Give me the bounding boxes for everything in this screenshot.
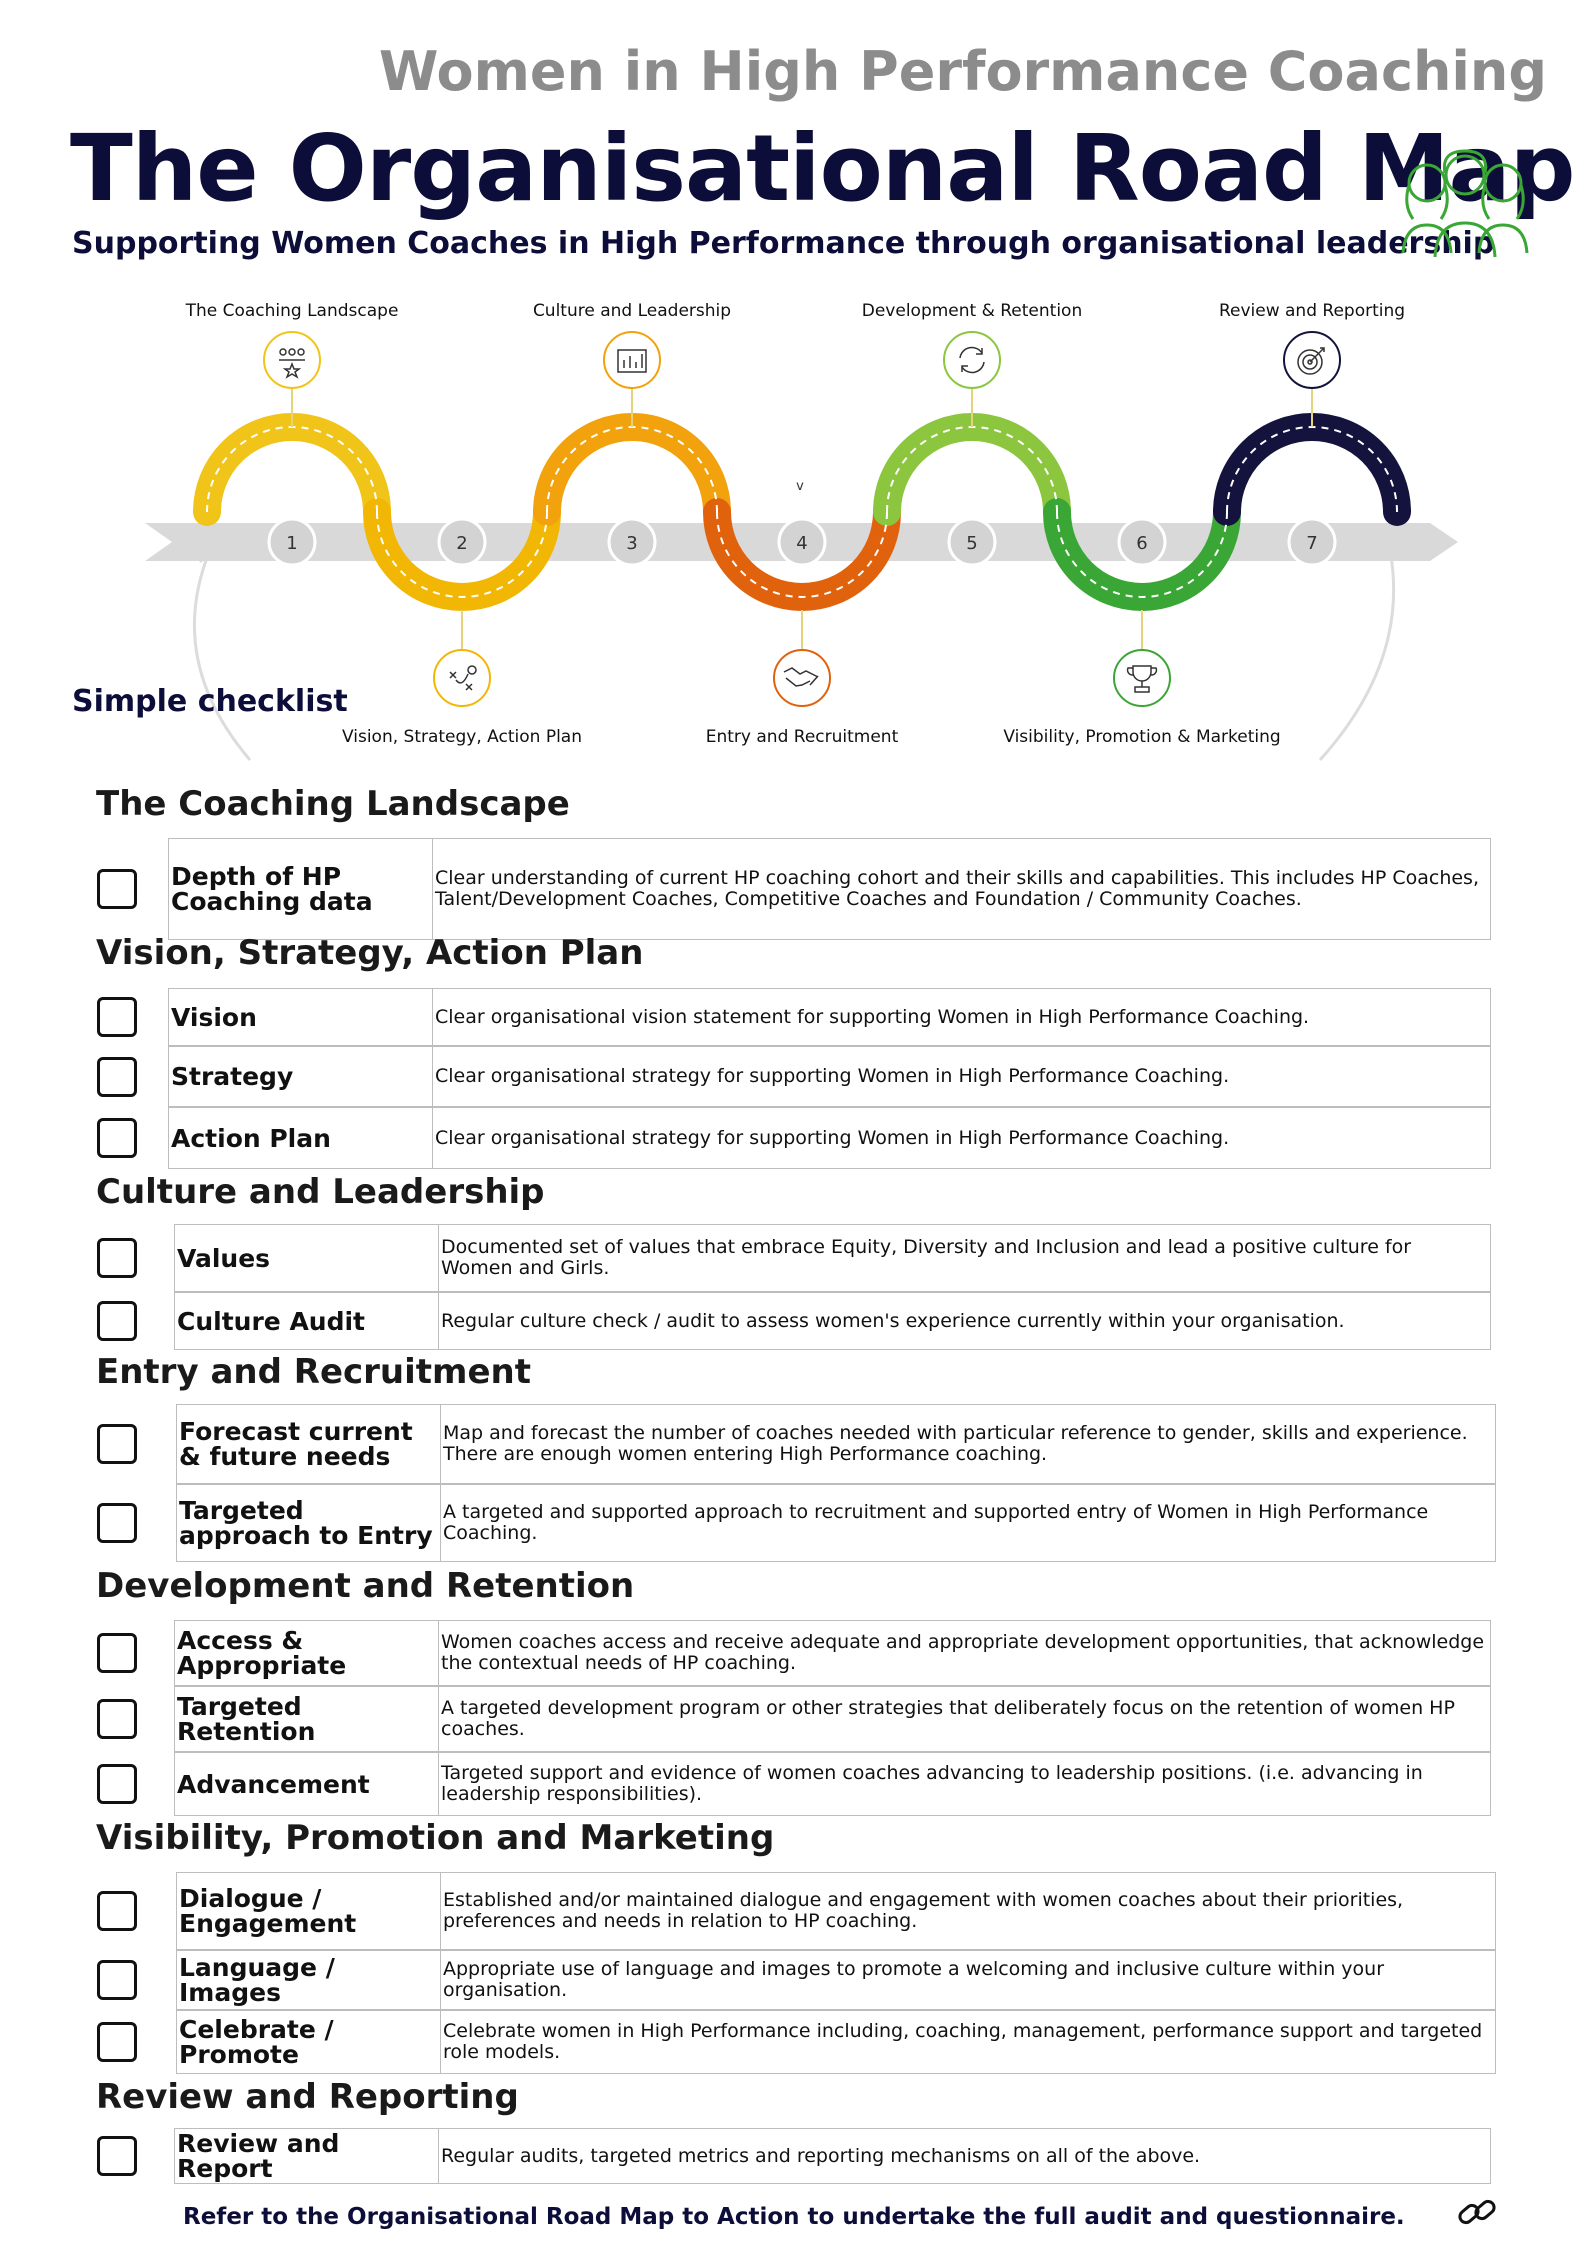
checklist-item-description: Clear understanding of current HP coaching cohort and their skills and capabilities. This includes HP Coaches, Talent/Development Coaches, Competitive Coaches and Foundation / Community Coaches.: [433, 838, 1491, 940]
checklist-row: [176, 2010, 1496, 2074]
refresh-cycle-icon: [944, 332, 1000, 388]
road-marker: v: [796, 479, 804, 494]
step-number: 1: [286, 533, 298, 554]
road-return-arc: [194, 550, 250, 760]
checklist-checkbox[interactable]: [97, 1960, 137, 2000]
checklist-item-name: Access & Appropriate: [174, 1620, 439, 1686]
checklist-checkbox[interactable]: [97, 1699, 137, 1739]
target-icon: [1284, 332, 1340, 388]
checklist-item-description: A targeted development program or other strategies that deliberately focus on the retention of women HP coaches.: [439, 1686, 1491, 1752]
checklist-row: [174, 1686, 1491, 1752]
checklist-checkbox[interactable]: [97, 1238, 137, 1278]
header-kicker: Women in High Performance Coaching: [378, 40, 1547, 103]
step-marker-5: [949, 519, 995, 565]
step-number: 5: [966, 533, 978, 554]
checklist-item-description: Established and/or maintained dialogue and engagement with women coaches about their priorities, preferences and needs in relation to HP coaching.: [441, 1872, 1496, 1950]
checklist-row: [176, 1872, 1496, 1950]
step-marker-4: [779, 519, 825, 565]
checklist-row: [174, 1224, 1491, 1292]
checklist-row: [168, 838, 1491, 940]
road-arc-1: [207, 427, 377, 512]
checklist-checkbox[interactable]: [97, 1891, 137, 1931]
checklist-checkbox[interactable]: [97, 869, 137, 909]
checklist-item-description: Celebrate women in High Performance including, coaching, management, performance support and targeted role models.: [441, 2010, 1496, 2074]
checklist-item-description: Appropriate use of language and images to promote a welcoming and inclusive culture within your organisation.: [441, 1950, 1496, 2010]
section-title: Entry and Recruitment: [96, 1352, 531, 1392]
checklist-item-description: Clear organisational strategy for supporting Women in High Performance Coaching.: [433, 1046, 1491, 1107]
checklist-item-description: Clear organisational strategy for supporting Women in High Performance Coaching.: [433, 1107, 1491, 1169]
section-title: Review and Reporting: [96, 2077, 519, 2117]
checklist-row: [168, 988, 1491, 1046]
step-marker-1: [269, 519, 315, 565]
section-title: The Coaching Landscape: [96, 784, 570, 824]
checklist-item-name: Depth of HP Coaching data: [168, 838, 433, 940]
checklist-checkbox[interactable]: [97, 997, 137, 1037]
women-group-icon: [1395, 145, 1535, 260]
checklist-item-description: Regular culture check / audit to assess women's experience currently within your organisation.: [439, 1292, 1491, 1350]
step-number: 4: [796, 533, 808, 554]
checklist-checkbox[interactable]: [97, 1764, 137, 1804]
step-number: 6: [1136, 533, 1148, 554]
checklist-checkbox[interactable]: [97, 1503, 137, 1543]
step-marker-6: [1119, 519, 1165, 565]
stage-label-visibility-promotion: Visibility, Promotion & Marketing: [1003, 727, 1281, 747]
stage-label-review-reporting: Review and Reporting: [1218, 301, 1406, 321]
stage-label-vision-strategy: Vision, Strategy, Action Plan: [341, 727, 583, 747]
checklist-item-name: Strategy: [168, 1046, 433, 1107]
checklist-item-name: Dialogue / Engagement: [176, 1872, 441, 1950]
checklist-item-description: Clear organisational vision statement for supporting Women in High Performance Coaching.: [433, 988, 1491, 1046]
checklist-row: [174, 1292, 1491, 1350]
section-title: Vision, Strategy, Action Plan: [96, 933, 644, 973]
step-number: 3: [626, 533, 638, 554]
checklist-row: [168, 1046, 1491, 1107]
checklist-row: [174, 1752, 1491, 1816]
checklist-item-name: Review and Report: [174, 2128, 439, 2184]
stage-label-coaching-landscape: The Coaching Landscape: [185, 301, 399, 321]
page-subtitle: Supporting Women Coaches in High Performance through organisational leadership: [72, 226, 1495, 261]
checklist-item-name: Forecast current & future needs: [176, 1404, 441, 1484]
checklist-item-description: Map and forecast the number of coaches needed with particular reference to gender, skills and experience. There are enough women entering High Performance coaching.: [441, 1404, 1496, 1484]
checklist-checkbox[interactable]: [97, 1118, 137, 1158]
checklist-item-description: A targeted and supported approach to recruitment and supported entry of Women in High Performance Coaching.: [441, 1484, 1496, 1562]
stage-label-culture-leadership: Culture and Leadership: [532, 301, 732, 321]
strategy-play-icon: [434, 650, 490, 706]
checklist-item-name: Culture Audit: [174, 1292, 439, 1350]
step-number: 2: [456, 533, 468, 554]
road-arc-5: [887, 427, 1057, 512]
checklist-row: [176, 1950, 1496, 2010]
footer-note: Refer to the Organisational Road Map to Action to undertake the full audit and questionnaire.: [183, 2204, 1405, 2230]
people-award-icon: [264, 332, 320, 388]
checklist-item-description: Women coaches access and receive adequate and appropriate development opportunities, that acknowledge the contextual needs of HP coaching.: [439, 1620, 1491, 1686]
checklist-item-name: Action Plan: [168, 1107, 433, 1169]
section-title: Development and Retention: [96, 1566, 635, 1606]
checklist-row: [176, 1484, 1496, 1562]
checklist-row: [174, 1620, 1491, 1686]
section-title: Visibility, Promotion and Marketing: [96, 1818, 775, 1858]
stage-label-development-retention: Development & Retention: [861, 301, 1083, 321]
checklist-item-description: Documented set of values that embrace Equity, Diversity and Inclusion and lead a positive culture for Women and Girls.: [439, 1224, 1491, 1292]
checklist-item-name: Celebrate / Promote: [176, 2010, 441, 2074]
road-arc-7: [1227, 427, 1397, 512]
checklist-checkbox[interactable]: [97, 1424, 137, 1464]
checklist-item-name: Targeted approach to Entry: [176, 1484, 441, 1562]
page-title: The Organisational Road Map: [70, 115, 1575, 222]
checklist-item-name: Values: [174, 1224, 439, 1292]
checklist-checkbox[interactable]: [97, 2022, 137, 2062]
checklist-checkbox[interactable]: [97, 1057, 137, 1097]
stage-label-entry-recruitment: Entry and Recruitment: [705, 727, 899, 747]
step-number: 7: [1306, 533, 1318, 554]
checklist-item-description: Regular audits, targeted metrics and reporting mechanisms on all of the above.: [439, 2128, 1491, 2184]
checklist-heading: Simple checklist: [72, 684, 348, 719]
checklist-row: [168, 1107, 1491, 1169]
road-arc-3: [547, 427, 717, 512]
checklist-item-name: Language / Images: [176, 1950, 441, 2010]
section-title: Culture and Leadership: [96, 1172, 545, 1212]
checklist-checkbox[interactable]: [97, 1633, 137, 1673]
checklist-item-name: Targeted Retention: [174, 1686, 439, 1752]
handshake-icon: [774, 650, 830, 706]
checklist-checkbox[interactable]: [97, 2136, 137, 2176]
checklist-item-name: Vision: [168, 988, 433, 1046]
checklist-item-name: Advancement: [174, 1752, 439, 1816]
trophy-icon: [1114, 650, 1170, 706]
step-marker-2: [439, 519, 485, 565]
checklist-row: [176, 1404, 1496, 1484]
checklist-checkbox[interactable]: [97, 1301, 137, 1341]
checklist-item-description: Targeted support and evidence of women coaches advancing to leadership positions. (i.e. advancing in leadership responsibilities).: [439, 1752, 1491, 1816]
step-marker-7: [1289, 519, 1335, 565]
bar-chart-icon: [604, 332, 660, 388]
link-icon[interactable]: [1455, 2190, 1499, 2234]
step-marker-3: [609, 519, 655, 565]
checklist-row: [174, 2128, 1491, 2184]
